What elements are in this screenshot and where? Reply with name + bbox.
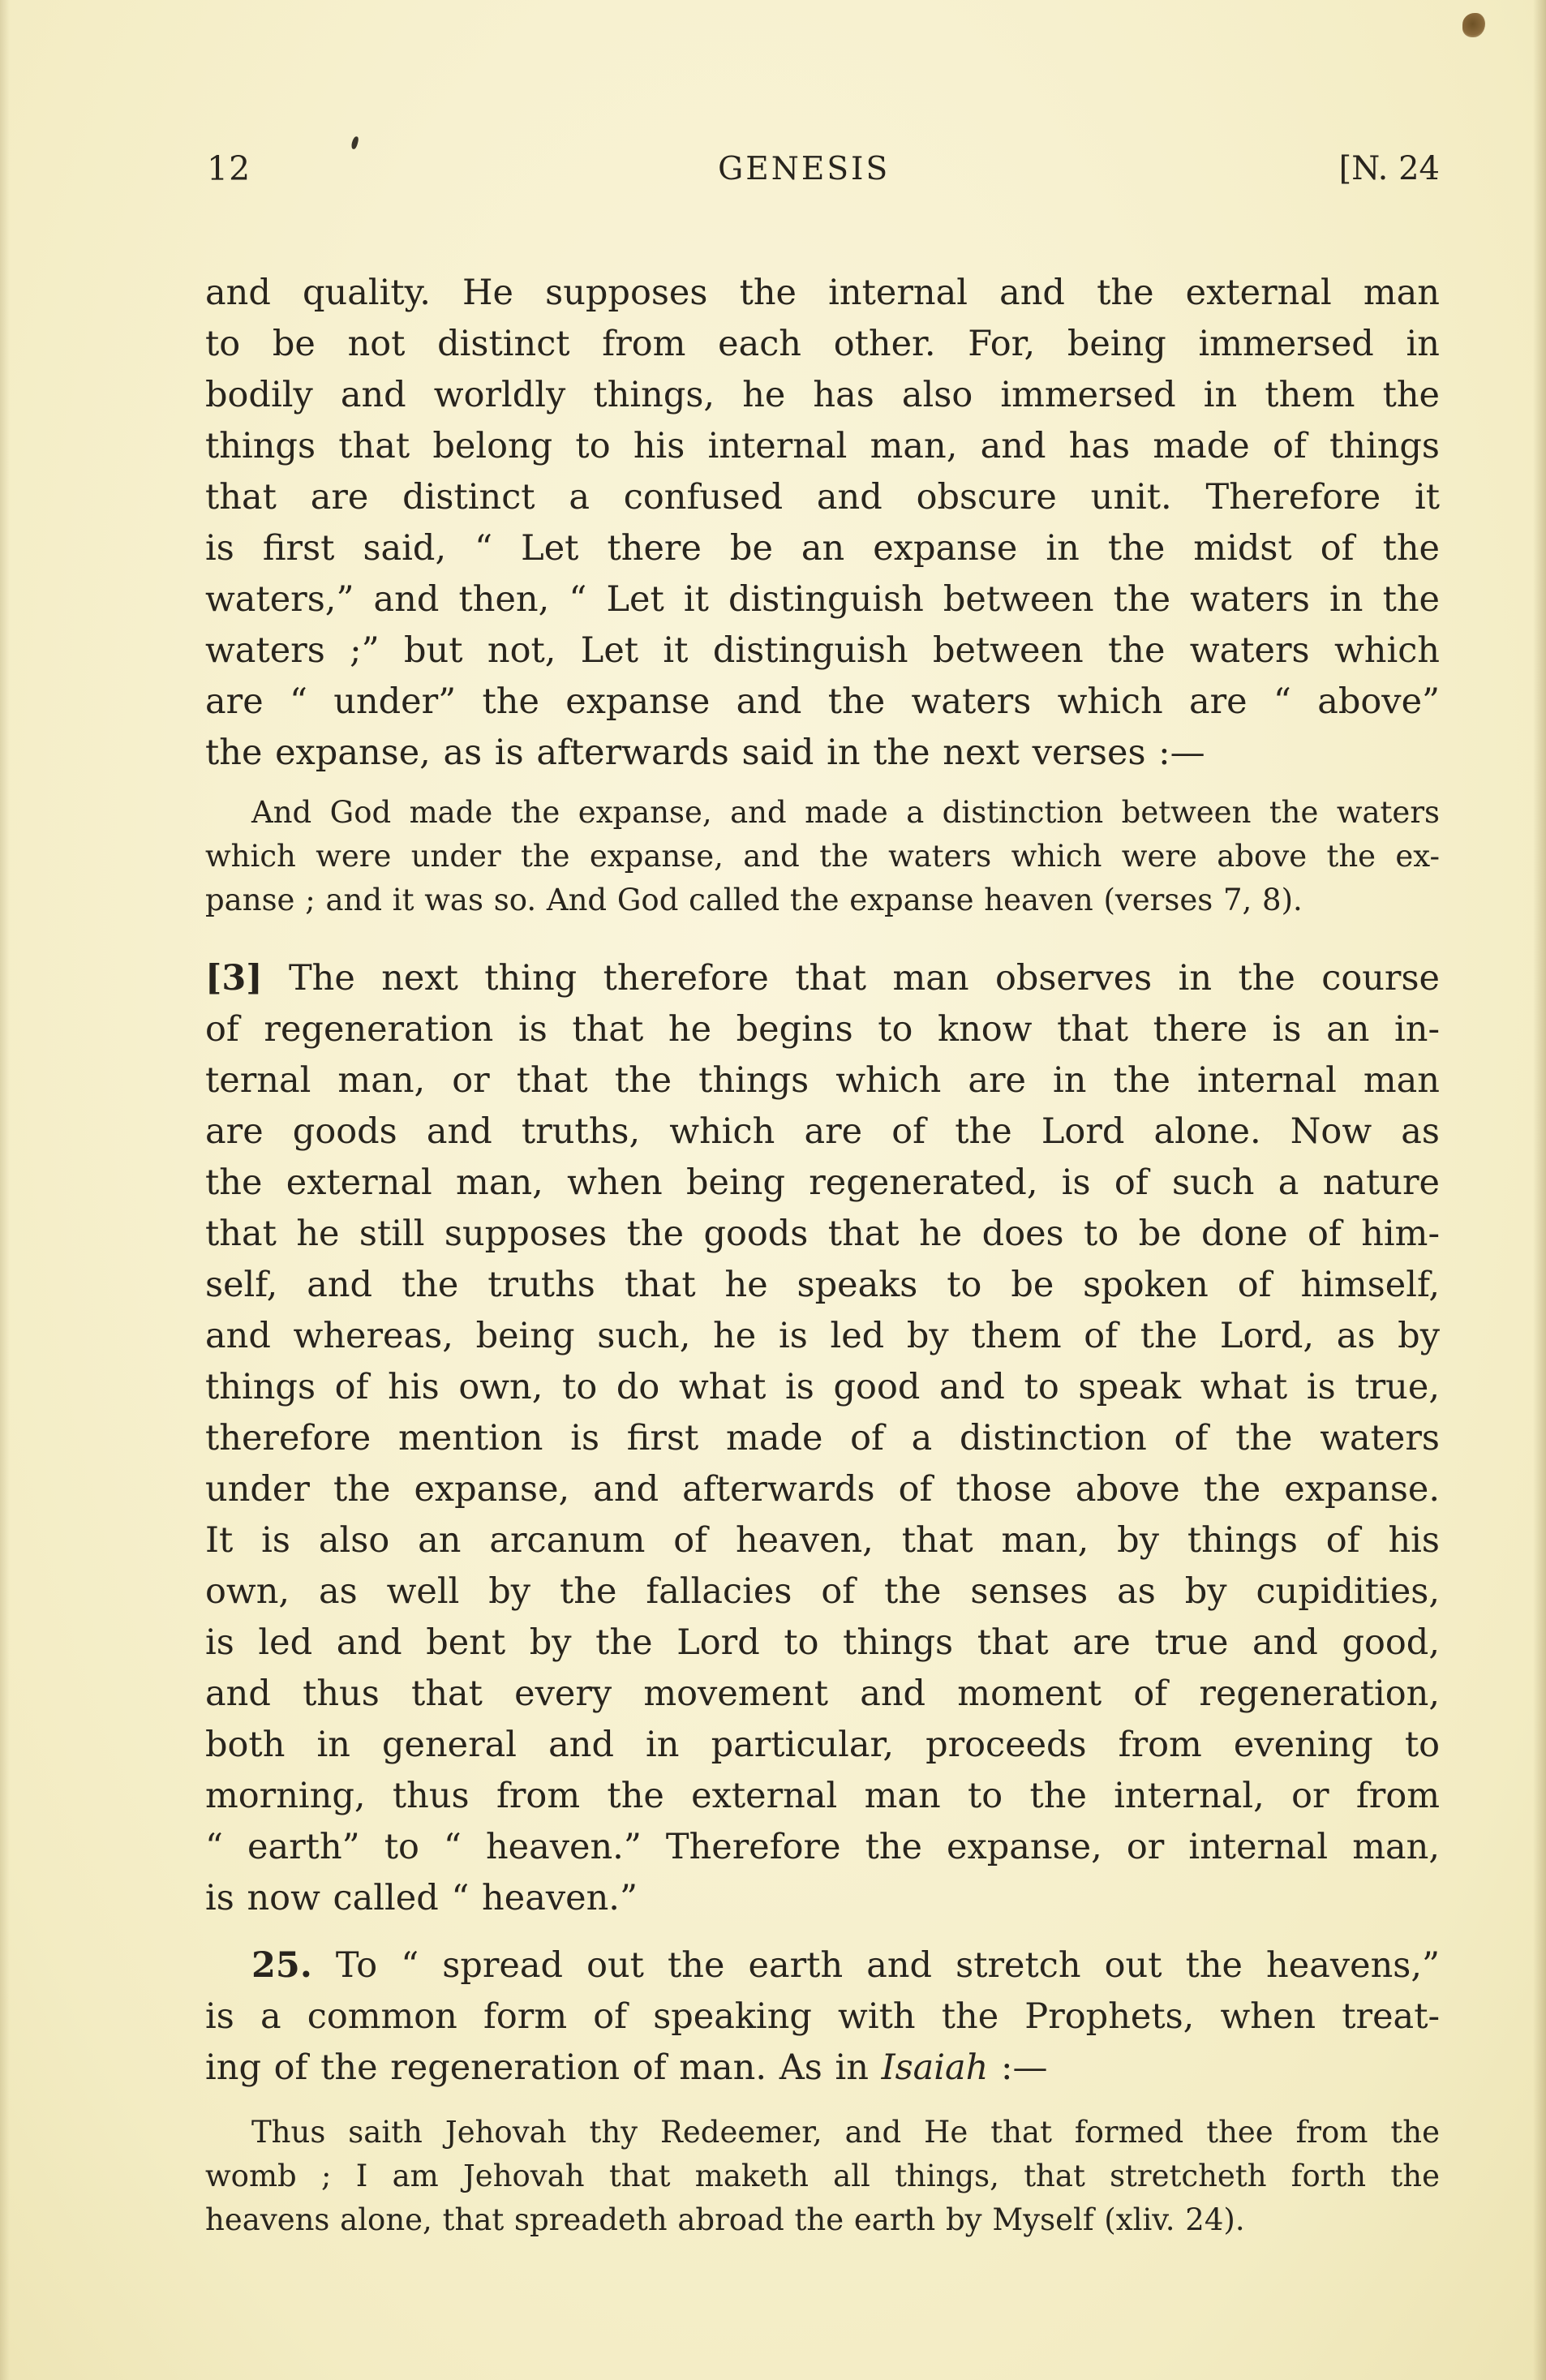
text-line: and quality. He supposes the internal and the external man <box>205 273 1440 313</box>
text-line: is led and bent by the Lord to things that are true and good, <box>205 1622 1440 1663</box>
text-line: heavens alone, that spreadeth abroad the earth by Myself (xliv. 24). <box>205 2202 1245 2237</box>
text-line: under the expanse, and afterwards of those above the expanse. <box>205 1469 1440 1510</box>
running-title: GENESIS <box>718 151 891 187</box>
text-line: that he still supposes the goods that he does to be done of him- <box>205 1214 1440 1254</box>
text-line: is now called “ heaven.” <box>205 1878 638 1918</box>
text-line: ternal man, or that the things which are in the internal man <box>205 1060 1440 1101</box>
text-line: of regeneration is that he begins to know that there is an in- <box>205 1009 1440 1050</box>
text-line: morning, thus from the external man to the internal, or from <box>205 1776 1440 1816</box>
text-column <box>205 148 1440 2242</box>
section-reference: [N. 24 <box>1338 150 1440 187</box>
page-number: 12 <box>207 149 251 188</box>
running-head <box>205 148 1440 189</box>
text-line: and thus that every movement and moment of regeneration, <box>205 1673 1440 1714</box>
text-line: Thus saith Jehovah thy Redeemer, and He that formed thee from the <box>251 2115 1440 2150</box>
scripture-quote-verses-7-8 <box>205 791 1440 922</box>
text-line: waters,” and then, “ Let it distinguish between the waters in the <box>205 579 1440 620</box>
text-line: own, as well by the fallacies of the senses as by cupidities, <box>205 1571 1440 1612</box>
text-line: self, and the truths that he speaks to be spoken of himself, <box>205 1265 1440 1305</box>
text-line: “ earth” to “ heaven.” Therefore the expanse, or internal man, <box>205 1827 1440 1867</box>
paragraph-3 <box>205 953 1440 1924</box>
scan-edge-left <box>0 0 10 2380</box>
text-line: is a common form of speaking with the Prophets, when treat- <box>205 1996 1440 2037</box>
text-line: It is also an arcanum of heaven, that man, by things of his <box>205 1520 1440 1561</box>
text-line: [3] The next thing therefore that man observes in the course <box>205 958 1440 999</box>
text-line: And God made the expanse, and made a distinction between the waters <box>251 795 1440 830</box>
text-line: which were under the expanse, and the waters which were above the ex- <box>205 839 1440 874</box>
text-line: womb ; I am Jehovah that maketh all things, that stretcheth forth the <box>205 2159 1440 2193</box>
text-line: things that belong to his internal man, and has made of things <box>205 426 1440 466</box>
text-line: the expanse, as is afterwards said in the next verses :— <box>205 732 1205 773</box>
text-line: 25. To “ spread out the earth and stretch out the heavens,” <box>251 1945 1440 1986</box>
text-line: both in general and in particular, proceeds from evening to <box>205 1725 1440 1765</box>
text-line: to be not distinct from each other. For, being immersed in <box>205 324 1440 364</box>
text-line: is first said, “ Let there be an expanse in the midst of the <box>205 528 1440 569</box>
text-line: the external man, when being regenerated, is of such a nature <box>205 1162 1440 1203</box>
ink-speck <box>1462 13 1485 37</box>
scripture-quote-isaiah-xliv-24 <box>205 2111 1440 2242</box>
scan-edge-right <box>1533 0 1546 2380</box>
paragraph-25 <box>205 1940 1440 2094</box>
text-line: and whereas, being such, he is led by them of the Lord, as by <box>205 1316 1440 1356</box>
paragraph-24-continuation <box>205 268 1440 779</box>
text-line: things of his own, to do what is good and to speak what is true, <box>205 1367 1440 1407</box>
text-line: ing of the regeneration of man. As in Isaiah :— <box>205 2047 1048 2088</box>
text-line: bodily and worldly things, he has also immersed in them the <box>205 375 1440 415</box>
text-line: therefore mention is first made of a distinction of the waters <box>205 1418 1440 1459</box>
text-line: are goods and truths, which are of the Lord alone. Now as <box>205 1111 1440 1152</box>
text-line: waters ;” but not, Let it distinguish between the waters which <box>205 630 1440 671</box>
text-line: are “ under” the expanse and the waters which are “ above” <box>205 681 1440 722</box>
text-line: panse ; and it was so. And God called the expanse heaven (verses 7, 8). <box>205 883 1303 917</box>
text-line: that are distinct a confused and obscure unit. Therefore it <box>205 477 1440 518</box>
